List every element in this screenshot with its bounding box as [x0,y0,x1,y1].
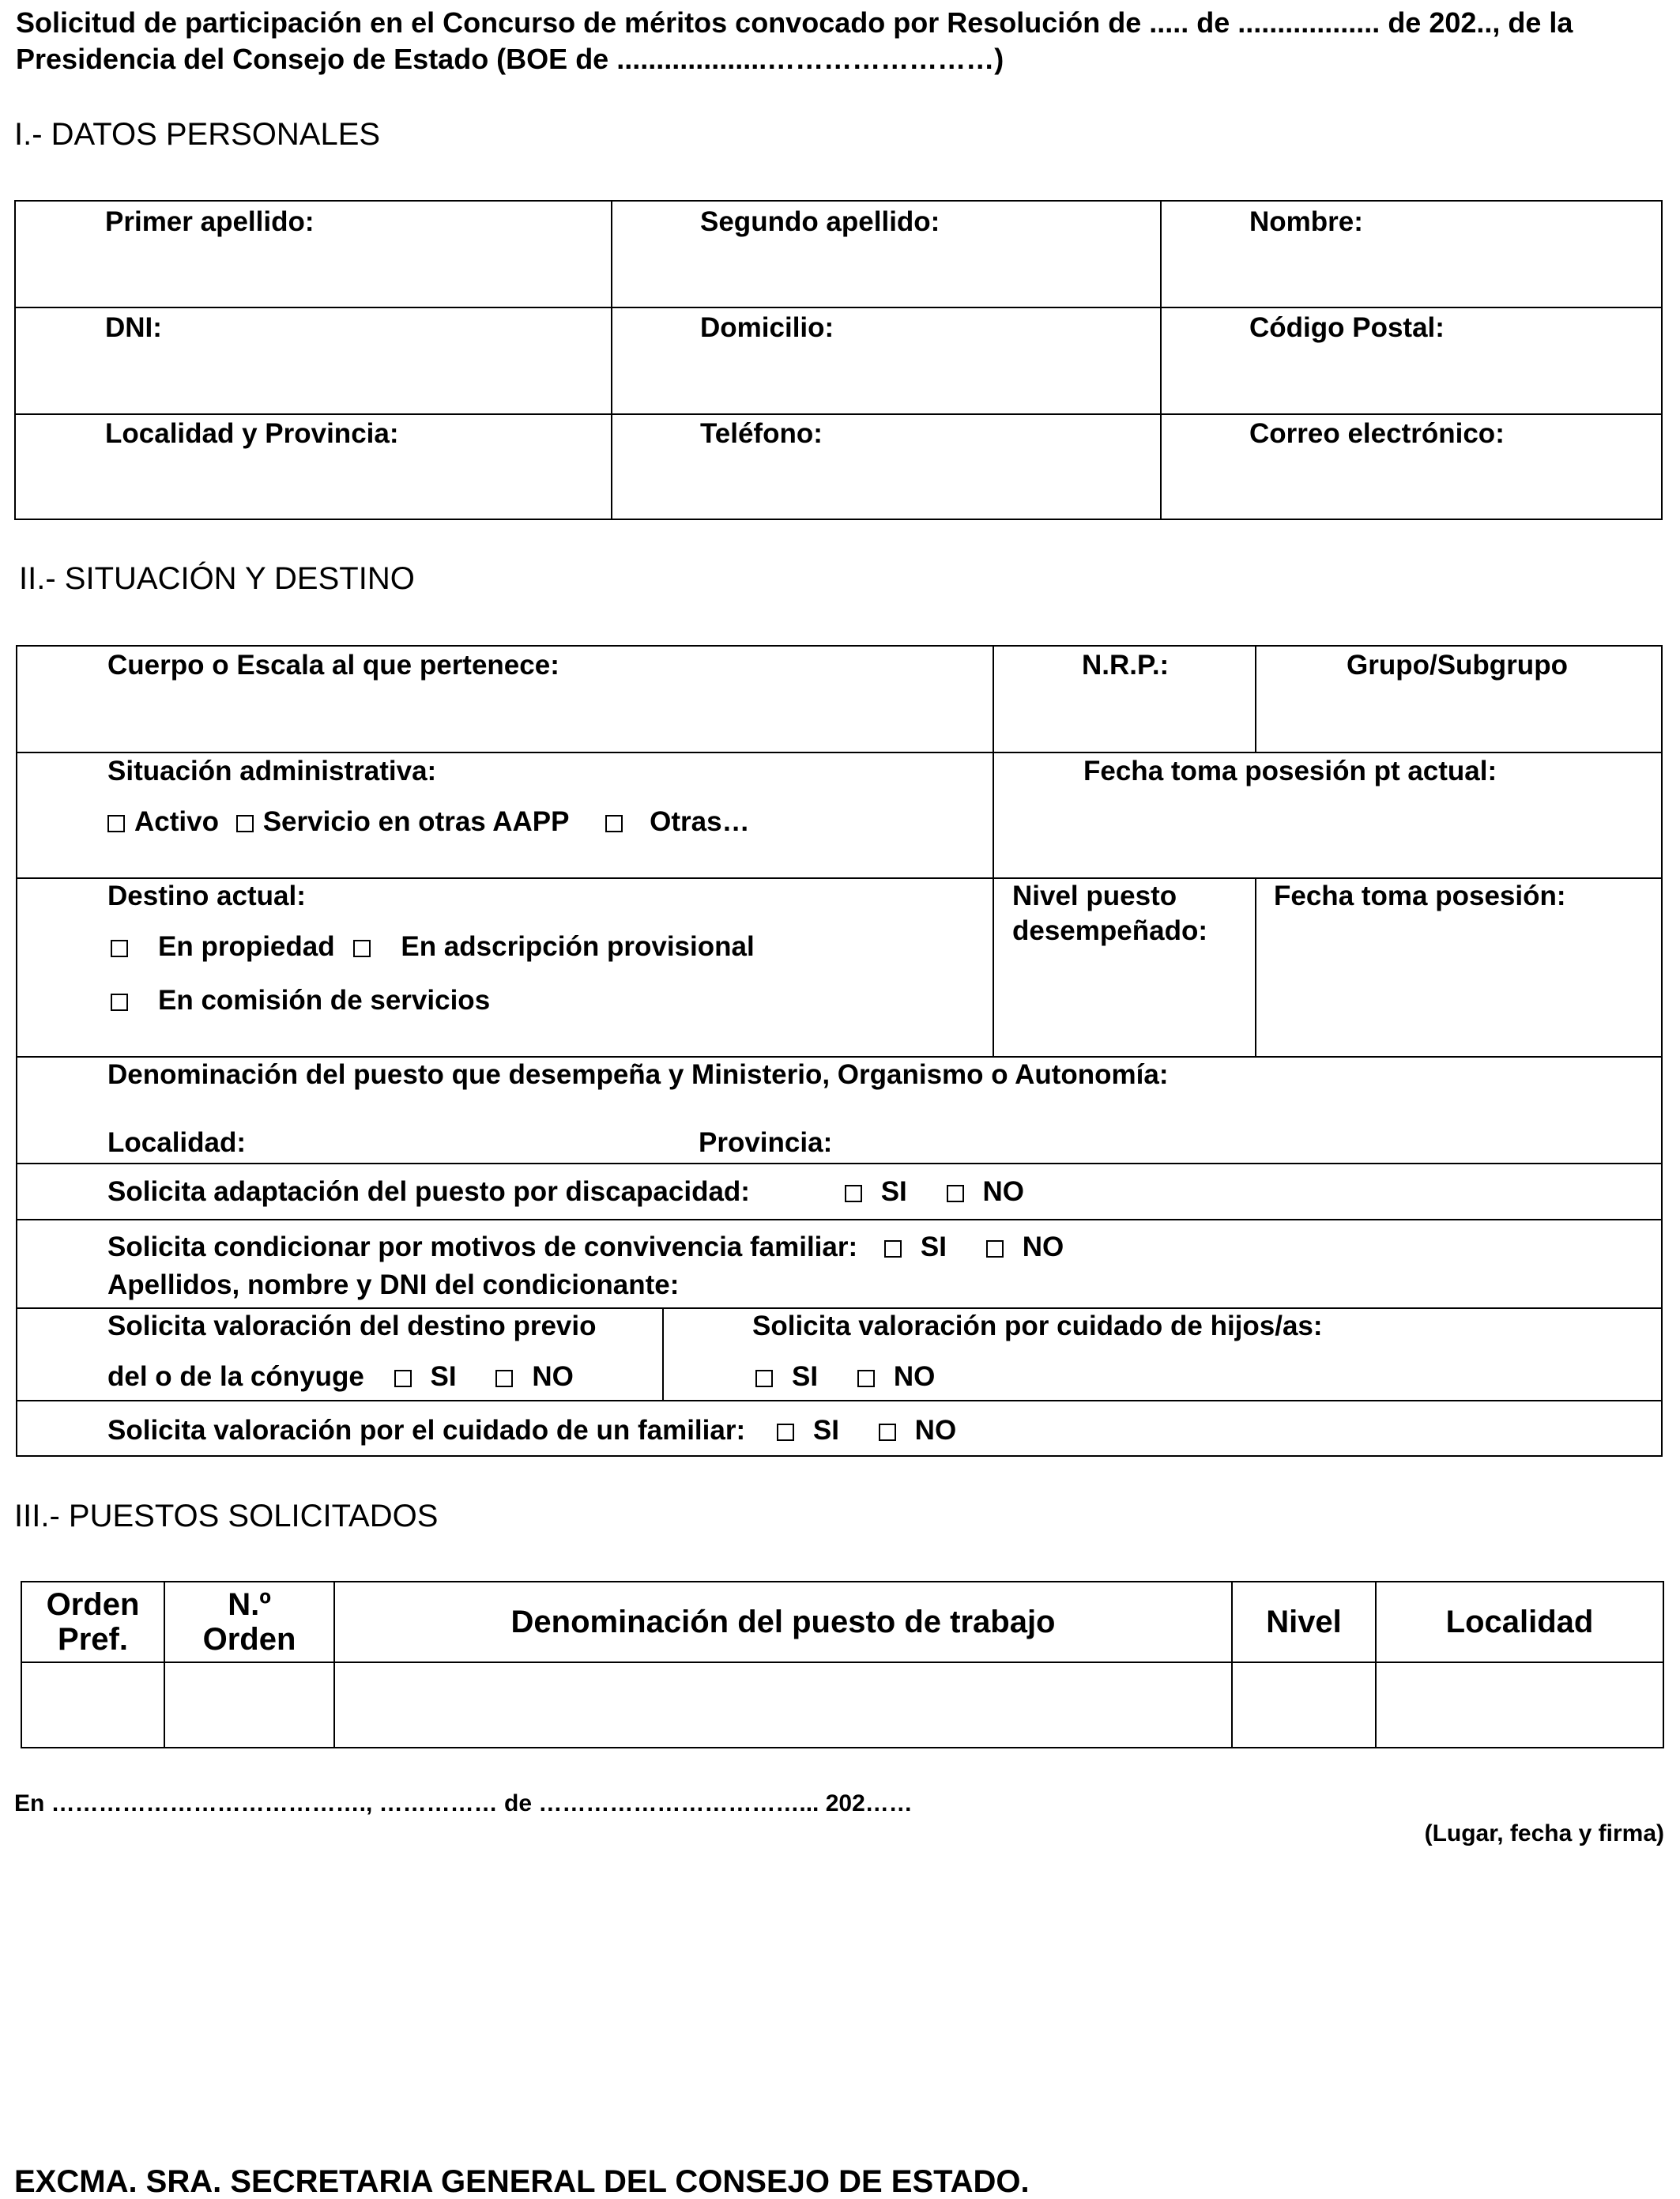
checkbox-hijos-no[interactable] [857,1370,875,1387]
familiar-row [107,1413,956,1448]
destino-options-line1 [111,930,755,964]
field-nrp[interactable]: N.R.P.: [1082,650,1170,681]
col-divider [662,1307,664,1400]
field-fecha-toma-posesion[interactable]: Fecha toma posesión: [1274,881,1566,911]
field-nombre[interactable]: Nombre: [1249,206,1363,237]
row-divider [17,1163,1661,1164]
option-no: NO [893,1361,936,1392]
header-text: Orden [46,1587,140,1622]
checkbox-adaptacion-si[interactable] [845,1185,862,1202]
col-header-nivel: Nivel [1266,1605,1342,1639]
cell-nivel[interactable] [1233,1663,1375,1747]
section-2-title: II.- SITUACIÓN Y DESTINO [19,561,415,596]
option-en-propiedad: En propiedad [158,931,335,962]
checkbox-adaptacion-no[interactable] [947,1185,964,1202]
option-si: SI [430,1361,457,1392]
row-divider [16,307,1661,308]
field-telefono[interactable]: Teléfono: [700,418,823,449]
checkbox-en-propiedad[interactable] [111,940,128,957]
field-provincia[interactable]: Provincia: [699,1127,833,1158]
checkbox-hijos-si[interactable] [755,1370,773,1387]
field-situacion-administrativa: Situación administrativa: [107,756,437,786]
checkbox-otras[interactable] [605,815,623,832]
nivel-label-line2: desempeñado: [1012,915,1207,946]
col-divider [611,202,612,519]
option-no: NO [982,1176,1024,1207]
checkbox-condicionar-si[interactable] [884,1240,902,1258]
option-no: NO [914,1415,957,1446]
place-date-line[interactable]: En …………………………………., …………… de ……………………………... 202…… [14,1790,913,1816]
field-codigo-postal[interactable]: Código Postal: [1249,312,1445,343]
cell-n-orden[interactable] [165,1663,333,1747]
col-divider [1255,877,1256,1056]
col-header-orden-pref [22,1587,164,1657]
field-domicilio[interactable]: Domicilio: [700,312,834,343]
checkbox-familiar-si[interactable] [777,1424,794,1441]
section-1-title: I.- DATOS PERSONALES [14,117,381,152]
col-divider [1255,647,1256,752]
option-si: SI [920,1232,947,1262]
option-no: NO [532,1361,574,1392]
condicionar-row [107,1230,1064,1265]
hijos-label: Solicita valoración por cuidado de hijos/as: [752,1311,1323,1341]
col-divider [993,647,994,1056]
checkbox-condicionar-no[interactable] [986,1240,1004,1258]
row-divider [17,1219,1661,1220]
field-dni[interactable]: DNI: [105,312,162,343]
cell-denominacion[interactable] [335,1663,1231,1747]
header-text: Pref. [58,1622,128,1657]
row-divider [16,413,1661,415]
header-text: Orden [202,1622,296,1657]
field-localidad[interactable]: Localidad: [107,1127,247,1158]
field-denominacion-puesto[interactable]: Denominación del puesto que desempeña y Ministerio, Organismo o Autonomía: [107,1059,1169,1090]
addressee: EXCMA. SRA. SECRETARIA GENERAL DEL CONSEJO DE ESTADO. [14,2164,1030,2199]
field-grupo-subgrupo[interactable]: Grupo/Subgrupo [1347,650,1568,681]
option-si: SI [812,1415,839,1446]
intro-line-1: Solicitud de participación en el Concurso de méritos convocado por Resolución de ..... de .................. de 202.., de la [16,6,1573,39]
positions-table [21,1581,1664,1748]
option-no: NO [1022,1232,1064,1262]
nivel-label-line1: Nivel puesto [1012,881,1177,911]
adaptacion-discapacidad-row [107,1175,1024,1209]
situation-table [16,645,1663,1457]
checkbox-conyuge-si[interactable] [394,1370,412,1387]
field-cuerpo-escala[interactable]: Cuerpo o Escala al que pertenece: [107,650,559,681]
destino-options-line2 [111,983,490,1018]
option-adscripcion-provisional: En adscripción provisional [401,931,755,962]
familiar-label: Solicita valoración por el cuidado de un familiar: [107,1415,746,1446]
col-header-n-orden [165,1587,333,1657]
condicionar-label: Solicita condicionar por motivos de convivencia familiar: [107,1232,858,1262]
field-fecha-posesion-actual[interactable]: Fecha toma posesión pt actual: [1083,756,1497,786]
field-segundo-apellido[interactable]: Segundo apellido: [700,206,940,237]
form-intro [16,5,1672,77]
checkbox-activo[interactable] [107,815,125,832]
field-destino-actual: Destino actual: [107,881,306,911]
field-condicionante[interactable]: Apellidos, nombre y DNI del condicionante: [107,1269,680,1300]
option-si: SI [792,1361,819,1392]
intro-line-2: Presidencia del Consejo de Estado (BOE de ...................……………………) [16,43,1004,75]
field-localidad-provincia[interactable]: Localidad y Provincia: [105,418,399,449]
option-si: SI [880,1176,907,1207]
conyuge-label-line2: del o de la cónyuge [107,1361,364,1392]
checkbox-comision-servicios[interactable] [111,994,128,1011]
option-comision-servicios: En comisión de servicios [158,985,491,1016]
field-primer-apellido[interactable]: Primer apellido: [105,206,315,237]
header-text: N.º [228,1587,271,1622]
checkbox-familiar-no[interactable] [879,1424,896,1441]
conyuge-row [107,1360,574,1394]
option-activo: Activo [134,806,219,837]
col-divider [1160,202,1162,519]
section-3-title: III.- PUESTOS SOLICITADOS [14,1499,439,1533]
row-divider [17,1400,1661,1401]
cell-orden-pref[interactable] [22,1663,164,1747]
col-header-denominacion: Denominación del puesto de trabajo [510,1605,1056,1639]
col-header-localidad: Localidad [1445,1605,1594,1639]
signature-note: (Lugar, fecha y firma) [1424,1820,1664,1846]
personal-data-table [14,200,1663,520]
cell-localidad[interactable] [1377,1663,1663,1747]
field-nivel-puesto[interactable] [1012,879,1207,949]
hijos-row [755,1360,935,1394]
situacion-options [107,805,750,839]
option-servicio-otras-aapp: Servicio en otras AAPP [262,806,570,837]
adaptacion-label: Solicita adaptación del puesto por discapacidad: [107,1176,750,1207]
checkbox-conyuge-no[interactable] [495,1370,513,1387]
row-divider [17,752,1661,753]
field-correo[interactable]: Correo electrónico: [1249,418,1505,449]
conyuge-label-line1: Solicita valoración del destino previo [107,1311,597,1341]
option-otras: Otras… [650,806,750,837]
checkbox-servicio-otras-aapp[interactable] [236,815,254,832]
checkbox-adscripcion-provisional[interactable] [353,940,371,957]
